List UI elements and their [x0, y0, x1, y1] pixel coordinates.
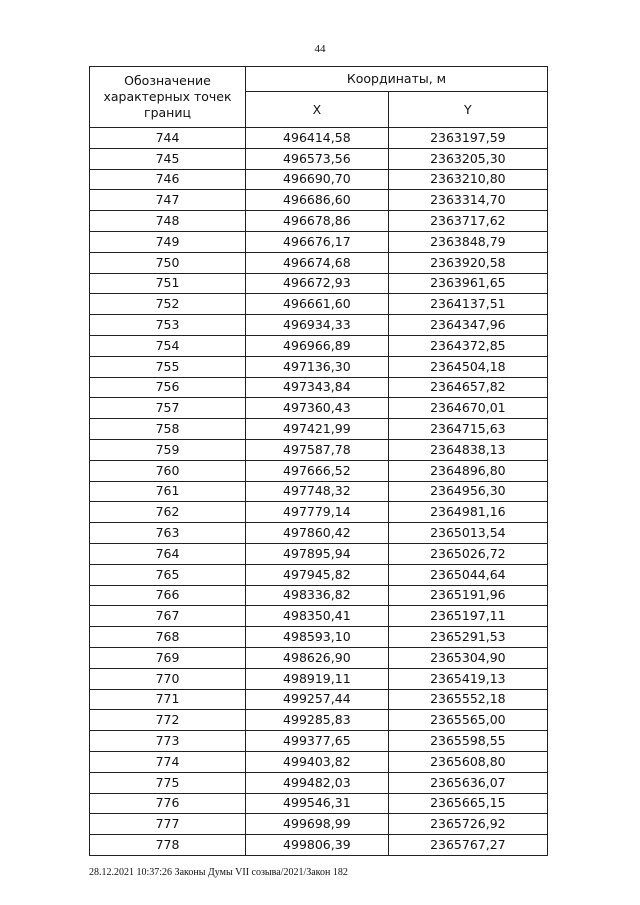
- table-row: [90, 647, 548, 668]
- table-row: [90, 627, 548, 648]
- cell-y: 2365636,07: [388, 772, 547, 793]
- cell-x: 498350,41: [246, 606, 389, 627]
- table-row: [90, 128, 548, 149]
- cell-y: 2365565,00: [388, 710, 547, 731]
- cell-y: 2363717,62: [388, 211, 547, 232]
- cell-x: 496661,60: [246, 294, 389, 315]
- cell-y: 2365291,53: [388, 627, 547, 648]
- cell-x: 499806,39: [246, 835, 389, 856]
- cell-x: 496674,68: [246, 252, 389, 273]
- footer-stamp: 28.12.2021 10:37:26 Законы Думы VII созыва/2021/Закон 182: [89, 867, 348, 878]
- cell-point: 769: [90, 647, 246, 668]
- page-number: 44: [314, 43, 326, 55]
- cell-y: 2364372,85: [388, 335, 547, 356]
- cell-point: 750: [90, 252, 246, 273]
- cell-point: 747: [90, 190, 246, 211]
- table-row: [90, 231, 548, 252]
- cell-x: 497587,78: [246, 439, 389, 460]
- cell-x: 497360,43: [246, 398, 389, 419]
- table-row: [90, 377, 548, 398]
- cell-x: 498626,90: [246, 647, 389, 668]
- table-row: [90, 169, 548, 190]
- cell-x: 497945,82: [246, 564, 389, 585]
- cell-point: 762: [90, 502, 246, 523]
- cell-y: 2364838,13: [388, 439, 547, 460]
- cell-point: 778: [90, 835, 246, 856]
- cell-x: 496672,93: [246, 273, 389, 294]
- cell-point: 745: [90, 148, 246, 169]
- table-row: [90, 793, 548, 814]
- cell-point: 755: [90, 356, 246, 377]
- cell-x: 497895,94: [246, 543, 389, 564]
- cell-y: 2364896,80: [388, 460, 547, 481]
- cell-point: 754: [90, 335, 246, 356]
- cell-point: 746: [90, 169, 246, 190]
- table-row: [90, 460, 548, 481]
- cell-y: 2365044,64: [388, 564, 547, 585]
- cell-y: 2363205,30: [388, 148, 547, 169]
- table-row: [90, 814, 548, 835]
- table-row: [90, 211, 548, 232]
- cell-point: 768: [90, 627, 246, 648]
- table-row: [90, 523, 548, 544]
- cell-point: 744: [90, 128, 246, 149]
- cell-x: 496686,60: [246, 190, 389, 211]
- cell-y: 2364670,01: [388, 398, 547, 419]
- table-row: [90, 315, 548, 336]
- cell-x: 499546,31: [246, 793, 389, 814]
- cell-point: 767: [90, 606, 246, 627]
- cell-x: 497860,42: [246, 523, 389, 544]
- cell-y: 2365608,80: [388, 751, 547, 772]
- header-x: X: [246, 92, 389, 128]
- cell-x: 496414,58: [246, 128, 389, 149]
- cell-x: 496678,86: [246, 211, 389, 232]
- table-row: [90, 772, 548, 793]
- cell-y: 2364981,16: [388, 502, 547, 523]
- cell-y: 2365026,72: [388, 543, 547, 564]
- header-coordinates: Координаты, м: [246, 67, 548, 92]
- cell-x: 496573,56: [246, 148, 389, 169]
- cell-point: 765: [90, 564, 246, 585]
- cell-x: 497343,84: [246, 377, 389, 398]
- cell-point: 748: [90, 211, 246, 232]
- cell-point: 760: [90, 460, 246, 481]
- cell-y: 2365304,90: [388, 647, 547, 668]
- cell-x: 499377,65: [246, 731, 389, 752]
- table-row: [90, 689, 548, 710]
- table-row: [90, 668, 548, 689]
- cell-point: 749: [90, 231, 246, 252]
- table-row: [90, 481, 548, 502]
- cell-y: 2365197,11: [388, 606, 547, 627]
- cell-point: 774: [90, 751, 246, 772]
- cell-y: 2365726,92: [388, 814, 547, 835]
- cell-x: 499403,82: [246, 751, 389, 772]
- cell-point: 752: [90, 294, 246, 315]
- cell-point: 759: [90, 439, 246, 460]
- header-point-designation: Обозначение характерных точек границ: [90, 67, 246, 128]
- cell-point: 776: [90, 793, 246, 814]
- table-row: [90, 190, 548, 211]
- table-row: [90, 543, 548, 564]
- cell-point: 770: [90, 668, 246, 689]
- table-row: [90, 419, 548, 440]
- cell-point: 766: [90, 585, 246, 606]
- cell-x: 496676,17: [246, 231, 389, 252]
- table-row: [90, 564, 548, 585]
- header-row-top: [90, 67, 548, 92]
- table-row: [90, 356, 548, 377]
- table-header: [90, 67, 548, 128]
- cell-y: 2365013,54: [388, 523, 547, 544]
- cell-y: 2363210,80: [388, 169, 547, 190]
- cell-y: 2363197,59: [388, 128, 547, 149]
- cell-point: 764: [90, 543, 246, 564]
- cell-point: 773: [90, 731, 246, 752]
- cell-y: 2365767,27: [388, 835, 547, 856]
- cell-y: 2364137,51: [388, 294, 547, 315]
- cell-x: 498593,10: [246, 627, 389, 648]
- table-row: [90, 751, 548, 772]
- cell-y: 2364347,96: [388, 315, 547, 336]
- cell-point: 771: [90, 689, 246, 710]
- table-row: [90, 835, 548, 856]
- cell-x: 499482,03: [246, 772, 389, 793]
- table-body: [90, 128, 548, 856]
- table-row: [90, 398, 548, 419]
- cell-y: 2364715,63: [388, 419, 547, 440]
- table-row: [90, 335, 548, 356]
- cell-x: 497136,30: [246, 356, 389, 377]
- cell-point: 756: [90, 377, 246, 398]
- cell-point: 753: [90, 315, 246, 336]
- header-y: Y: [388, 92, 547, 128]
- cell-point: 751: [90, 273, 246, 294]
- cell-y: 2364657,82: [388, 377, 547, 398]
- cell-x: 499698,99: [246, 814, 389, 835]
- cell-y: 2365191,96: [388, 585, 547, 606]
- cell-x: 499285,83: [246, 710, 389, 731]
- cell-y: 2365665,15: [388, 793, 547, 814]
- table-row: [90, 252, 548, 273]
- table-row: [90, 273, 548, 294]
- cell-x: 499257,44: [246, 689, 389, 710]
- cell-point: 772: [90, 710, 246, 731]
- table-row: [90, 439, 548, 460]
- cell-x: 497748,32: [246, 481, 389, 502]
- table-row: [90, 585, 548, 606]
- cell-y: 2363314,70: [388, 190, 547, 211]
- cell-y: 2363961,65: [388, 273, 547, 294]
- cell-x: 498919,11: [246, 668, 389, 689]
- cell-point: 758: [90, 419, 246, 440]
- cell-point: 763: [90, 523, 246, 544]
- table-row: [90, 502, 548, 523]
- table-row: [90, 606, 548, 627]
- cell-x: 497779,14: [246, 502, 389, 523]
- cell-x: 496934,33: [246, 315, 389, 336]
- cell-x: 497421,99: [246, 419, 389, 440]
- table-row: [90, 148, 548, 169]
- table-row: [90, 710, 548, 731]
- cell-x: 497666,52: [246, 460, 389, 481]
- cell-y: 2364956,30: [388, 481, 547, 502]
- cell-y: 2364504,18: [388, 356, 547, 377]
- cell-point: 777: [90, 814, 246, 835]
- cell-y: 2363848,79: [388, 231, 547, 252]
- table-row: [90, 294, 548, 315]
- cell-y: 2365419,13: [388, 668, 547, 689]
- cell-point: 761: [90, 481, 246, 502]
- cell-y: 2363920,58: [388, 252, 547, 273]
- cell-point: 757: [90, 398, 246, 419]
- table-row: [90, 731, 548, 752]
- cell-x: 498336,82: [246, 585, 389, 606]
- cell-x: 496690,70: [246, 169, 389, 190]
- cell-y: 2365598,55: [388, 731, 547, 752]
- cell-point: 775: [90, 772, 246, 793]
- cell-x: 496966,89: [246, 335, 389, 356]
- coordinates-table: [89, 66, 548, 856]
- cell-y: 2365552,18: [388, 689, 547, 710]
